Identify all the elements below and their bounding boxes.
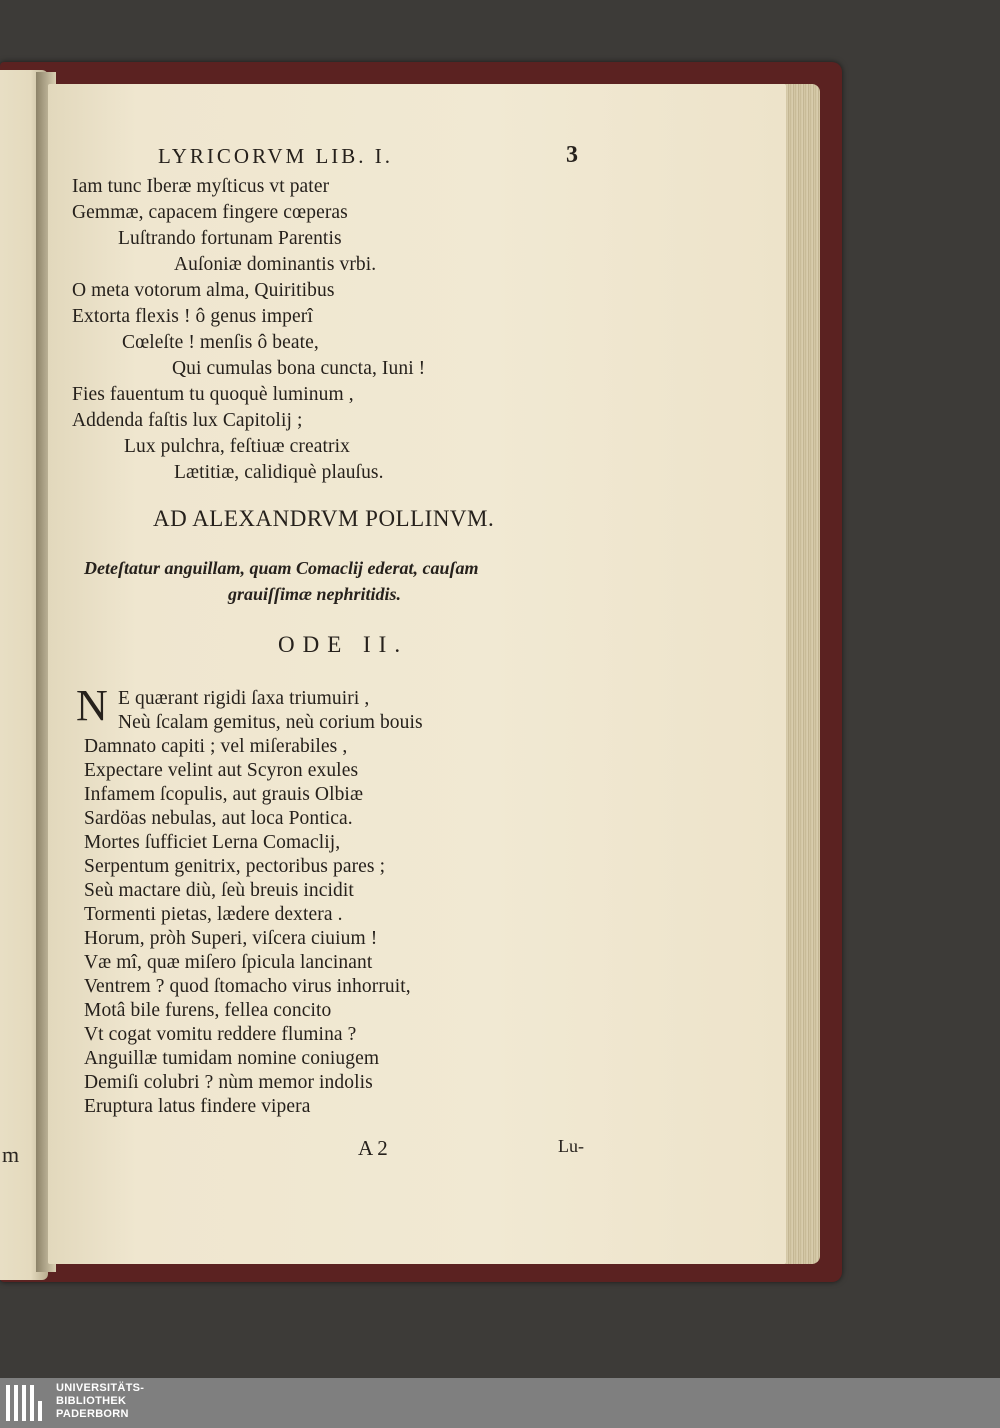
poem-line: Fies fauentum tu quoquè luminum , bbox=[72, 384, 354, 405]
page-number: 3 bbox=[566, 142, 578, 168]
ode-heading: ODE II. bbox=[278, 632, 409, 657]
catchword: Lu- bbox=[558, 1136, 584, 1156]
ode-line: Ventrem ? quod ſtomacho virus inhorruit, bbox=[84, 976, 411, 997]
library-footer-bar bbox=[0, 1378, 1000, 1428]
poem-line: Extorta flexis ! ô genus imperî bbox=[72, 306, 313, 327]
library-logo-icon bbox=[6, 1385, 50, 1423]
logo-line: BIBLIOTHEK bbox=[56, 1395, 127, 1407]
logo-line: UNIVERSITÄTS- bbox=[56, 1382, 145, 1394]
signature-mark: A 2 bbox=[358, 1136, 388, 1160]
poem-line: Qui cumulas bona cuncta, Iuni ! bbox=[172, 358, 426, 379]
logo-line: PADERBORN bbox=[56, 1408, 129, 1420]
ode-line: E quærant rigidi ſaxa triumuiri , bbox=[118, 688, 370, 709]
ode-line: Sardöas nebulas, aut loca Pontica. bbox=[84, 808, 353, 829]
ode-line: Neù ſcalam gemitus, neù corium bouis bbox=[118, 712, 423, 733]
poem-line: Luſtrando fortunam Parentis bbox=[118, 228, 342, 249]
ode-line: Eruptura latus findere vipera bbox=[84, 1096, 311, 1117]
ode-line: Seù mactare diù, ſeù breuis incidit bbox=[84, 880, 354, 901]
ode-line: Demiſi colubri ? nùm memor indolis bbox=[84, 1072, 373, 1093]
library-logo-text bbox=[56, 1382, 144, 1421]
ode-line: Vt cogat vomitu reddere flumina ? bbox=[84, 1024, 357, 1045]
poem-line: Gemmæ, capacem fingere cœperas bbox=[72, 202, 348, 223]
ode-line: Infamem ſcopulis, aut grauis Olbiæ bbox=[84, 784, 364, 805]
ode-line: Væ mî, quæ miſero ſpicula lancinant bbox=[84, 952, 373, 973]
section-title: AD ALEXANDRVM POLLINVM. bbox=[153, 506, 495, 531]
ode-line: Anguillæ tumidam nomine coniugem bbox=[84, 1048, 380, 1069]
argument-line: grauiſſimæ nephritidis. bbox=[228, 584, 402, 604]
ode-line: Expectare velint aut Scyron exules bbox=[84, 760, 359, 781]
running-title: LYRICORVM LIB. I. bbox=[158, 144, 394, 168]
argument-line: Deteſtatur anguillam, quam Comaclij ederat, cauſam bbox=[84, 558, 479, 578]
poem-line: Lux pulchra, feſtiuæ creatrix bbox=[124, 436, 350, 457]
poem-line: Iam tunc Iberæ myſticus vt pater bbox=[72, 176, 330, 197]
ode-line: Motâ bile furens, fellea concito bbox=[84, 1000, 332, 1021]
ode-line: Horum, pròh Superi, viſcera ciuium ! bbox=[84, 928, 378, 949]
book-page bbox=[48, 84, 786, 1264]
page-text bbox=[48, 84, 786, 1264]
ode-line: Serpentum genitrix, pectoribus pares ; bbox=[84, 856, 386, 877]
poem-line: Auſoniæ dominantis vrbi. bbox=[174, 254, 377, 275]
drop-cap: N bbox=[76, 681, 108, 730]
poem-line: Lætitiæ, calidiquè plauſus. bbox=[174, 462, 384, 483]
ode-line: Tormenti pietas, lædere dextera . bbox=[84, 904, 343, 925]
poem-line: Addenda faſtis lux Capitolij ; bbox=[72, 410, 303, 431]
poem-line: Cœleſte ! menſis ô beate, bbox=[122, 332, 319, 353]
ode-line: Damnato capiti ; vel miſerabiles , bbox=[84, 736, 348, 757]
poem-line: O meta votorum alma, Quiritibus bbox=[72, 280, 335, 301]
ode-line: Mortes ſufficiet Lerna Comaclij, bbox=[84, 832, 341, 853]
left-page-fragment: m bbox=[2, 1142, 20, 1167]
